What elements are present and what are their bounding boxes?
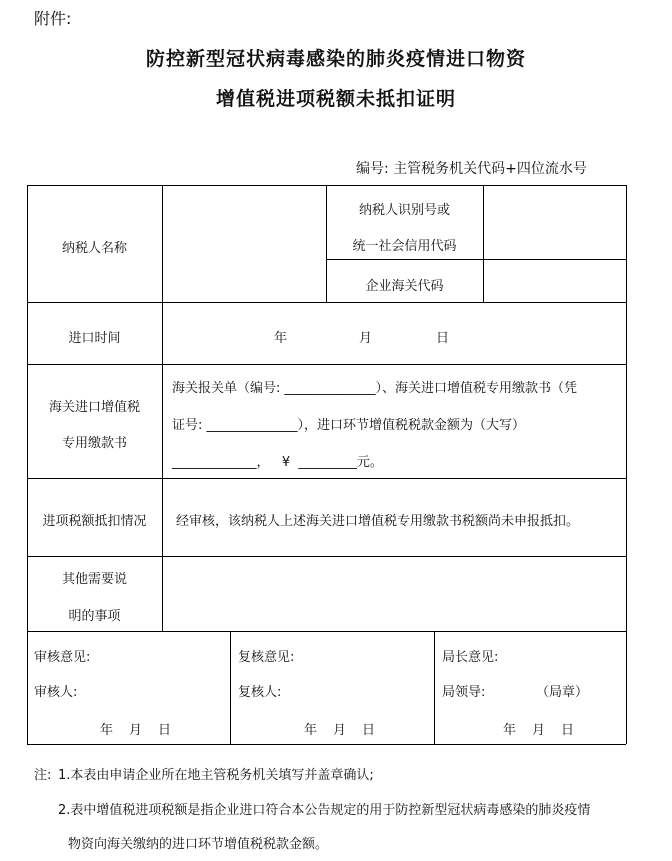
taxpayer-name-label: 纳税人名称 xyxy=(61,241,127,256)
recheck-date-month: 月 xyxy=(333,723,347,738)
note-label: 注: xyxy=(34,768,52,783)
table-border-left xyxy=(27,185,28,744)
document-title-line2: 增值税进项税额未抵扣证明 xyxy=(215,88,456,110)
review-date-day: 日 xyxy=(158,723,172,738)
table-line xyxy=(27,631,626,632)
deduction-text: 经审核，该纳税人上述海关进口增值税专用缴款书税额尚未申报抵扣。 xyxy=(176,514,580,529)
other-matters-label-line1: 其他需要说 xyxy=(61,572,127,587)
serial-number: 编号: 主管税务机关代码+四位流水号 xyxy=(356,161,587,177)
note-1: 1.本表由申请企业所在地主管税务机关填写并盖章确认; xyxy=(58,768,374,783)
table-line xyxy=(27,478,626,479)
table-line xyxy=(230,631,231,744)
customs-voucher-label-line2: 专用缴款书 xyxy=(61,436,127,451)
table-line xyxy=(162,185,163,631)
customs-voucher-text-line3: _____________， ¥ _________元。 xyxy=(172,455,383,470)
review-date-year: 年 xyxy=(100,723,114,738)
customs-voucher-text-line1: 海关报关单（编号: ______________）、海关进口增值税专用缴款书（凭 xyxy=(172,381,578,396)
director-date-year: 年 xyxy=(503,723,517,738)
table-border-right xyxy=(626,185,627,744)
table-line xyxy=(27,556,626,557)
import-time-label: 进口时间 xyxy=(68,331,121,346)
table-line xyxy=(27,302,626,303)
note-2-line1: 2.表中增值税进项税额是指企业进口符合本公告规定的用于防控新型冠状病毒感染的肺炎疫情 xyxy=(58,803,591,818)
import-time-day: 日 xyxy=(436,331,450,346)
recheck-date-year: 年 xyxy=(304,723,318,738)
customs-voucher-text-line2: 证号: ______________），进口环节增值税税款金额为（大写） xyxy=(172,418,526,433)
director-opinion-label: 局长意见: xyxy=(442,650,499,665)
customs-voucher-label-line1: 海关进口增值税 xyxy=(48,400,140,415)
deduction-label: 进项税额抵扣情况 xyxy=(42,514,147,529)
director-date-day: 日 xyxy=(561,723,575,738)
note-2-line2: 物资向海关缴纳的进口环节增值税税款金额。 xyxy=(68,837,329,852)
taxpayer-id-label-line2: 统一社会信用代码 xyxy=(352,239,457,254)
table-line xyxy=(483,185,484,302)
reviewer-label: 审核人: xyxy=(34,685,78,700)
import-time-year: 年 xyxy=(274,331,288,346)
table-line xyxy=(27,364,626,365)
rechecker-label: 复核人: xyxy=(238,685,282,700)
import-time-month: 月 xyxy=(359,331,373,346)
attachment-label: 附件: xyxy=(34,9,72,28)
director-date-month: 月 xyxy=(532,723,546,738)
recheck-opinion-label: 复核意见: xyxy=(238,650,295,665)
review-opinion-label: 审核意见: xyxy=(34,650,91,665)
review-date-month: 月 xyxy=(129,723,143,738)
table-border-bottom xyxy=(27,744,626,745)
other-matters-label-line2: 明的事项 xyxy=(68,609,121,624)
recheck-date-day: 日 xyxy=(362,723,376,738)
director-sign-label: 局领导: xyxy=(442,685,486,700)
table-line xyxy=(326,259,626,260)
bureau-seal-label: （局章） xyxy=(536,685,589,700)
taxpayer-id-label-line1: 纳税人识别号或 xyxy=(358,203,450,218)
table-line xyxy=(434,631,435,744)
document-title-line1: 防控新型冠状病毒感染的肺炎疫情进口物资 xyxy=(145,48,526,70)
customs-code-label: 企业海关代码 xyxy=(365,279,444,294)
